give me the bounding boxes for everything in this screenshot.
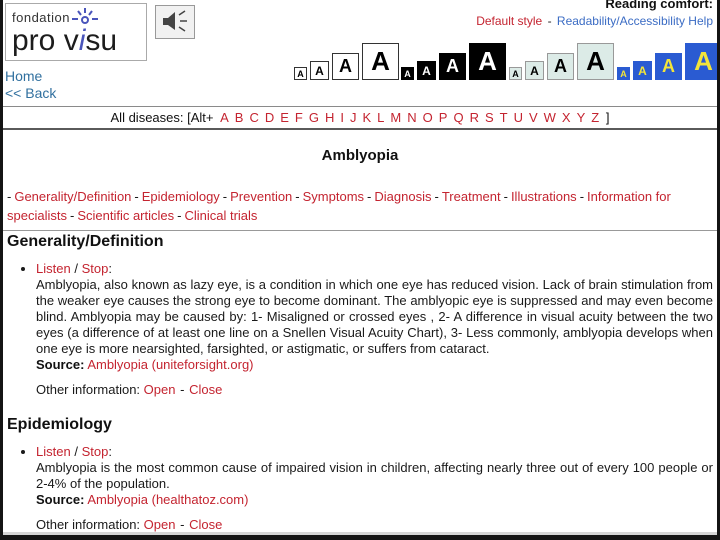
font-size-option-large[interactable]: A [439,53,466,80]
section-generality [3,233,717,398]
accessibility-help-link[interactable]: Readability/Accessibility Help [556,14,713,28]
alphabet-letter-link[interactable]: U [513,110,523,125]
alphabet-letter-link[interactable]: G [308,110,319,125]
close-link[interactable]: Close [189,382,223,397]
font-size-group-soft-contrast [509,36,614,80]
font-size-option-large[interactable]: A [332,53,359,80]
speaker-icon [161,9,189,36]
alphabet-letter-link[interactable]: S [484,110,494,125]
alphabet-letter-link[interactable]: L [377,110,385,125]
section-nav-link[interactable]: Symptoms [302,189,365,204]
section-nav-link[interactable]: Diagnosis [374,189,432,204]
back-link[interactable]: << Back [5,85,57,101]
stop-link[interactable]: Stop [81,444,109,459]
nav-separator: - [579,189,585,204]
font-size-option-large[interactable]: A [655,53,682,80]
nav-separator: - [177,208,182,223]
reading-comfort-block [476,0,713,28]
nav-separator: - [503,189,508,204]
alphabet-letter-link[interactable]: P [438,110,448,125]
section-nav-link[interactable]: Scientific articles [77,208,175,223]
open-link[interactable]: Open [143,517,176,532]
alphabet-letter-link[interactable]: A [220,110,229,125]
alphabet-letter-link[interactable]: B [234,110,244,125]
nav-separator: - [367,189,372,204]
alphabet-letter-link[interactable]: F [294,110,303,125]
font-size-option-xlarge[interactable]: A [362,43,399,80]
font-size-option-medium[interactable]: A [417,61,436,80]
alphabet-letter-link[interactable]: O [422,110,433,125]
alphabet-letter-link[interactable]: K [362,110,372,125]
link-separator: - [547,14,552,28]
alphabet-letter-link[interactable]: V [528,110,538,125]
section-nav-link[interactable]: Generality/Definition [14,189,132,204]
source-label: Source: [36,492,85,507]
page-header [3,0,717,102]
alphabet-letter-link[interactable]: Q [453,110,464,125]
section-nav-link[interactable]: Prevention [230,189,293,204]
other-info-label: Other information: [36,517,141,532]
font-size-option-xlarge[interactable]: A [577,43,614,80]
font-size-option-small[interactable]: A [617,67,630,80]
alphabet-letter-link[interactable]: H [324,110,335,125]
font-size-option-small[interactable]: A [401,67,414,80]
font-size-option-medium[interactable]: A [525,61,544,80]
default-style-link[interactable]: Default style [476,14,543,28]
section-nav-link[interactable]: Epidemiology [141,189,220,204]
logo-fondation-text: fondation [12,10,70,25]
nav-separator: - [7,189,12,204]
section-nav-link[interactable]: Illustrations [510,189,577,204]
alphabet-letter-link[interactable]: D [264,110,275,125]
speaker-button[interactable] [155,5,195,39]
section-nav [7,187,713,225]
font-size-option-medium[interactable]: A [633,61,652,80]
alphabet-letter-link[interactable]: Z [591,110,600,125]
alphabet-letter-link[interactable]: X [561,110,571,125]
stop-link[interactable]: Stop [81,261,109,276]
page-title: Amblyopia [321,147,399,164]
all-diseases-suffix: ] [605,110,610,125]
section-body: Amblyopia, also known as lazy eye, is a condition in which one eye has reduced vision. Lack of brain stimulation from the weaker eye causes the strong eye to become dominant. The amblyopic eye is suppressed and may even become blind. Amblyopia may be caused by: 1- Misaligned or crossed eyes , 2- A difference in visual acuity between the two eyes (a difference of at least one line on a Snellen Visual Acuity Chart), 3- Less commonly, amblyopia develops when one eye is more nearsighted, farsighted, or astigmatic, or suffers from cataract. [36,277,713,356]
section-content: • Listen / Stop: Amblyopia, also known as lazy eye, is a condition in which one eye has reduced vision. Lack of brain stimulation from the weaker eye causes the strong eye to become dominant. The amblyopic eye is suppressed and may even become blind. Amblyopia may be caused by: 1- Misaligned or crossed eyes , 2- A difference in visual acuity between the two eyes (a difference of at least one line on a Snellen Visual Acuity Chart), 3- Less commonly, amblyopia develops when one eye is more nearsighted, farsighted, or astigmatic, or suffers from cataract. Source: Amblyopia (uniteforsight.org) Other information: Open - Close [36,261,713,398]
font-size-group-inverted [401,36,506,80]
alphabet-letter-link[interactable]: E [280,110,289,125]
section-nav-link[interactable]: Clinical trials [184,208,258,223]
source-label: Source: [36,357,85,372]
section-content: • Listen / Stop: Amblyopia is the most common cause of impaired vision in children, affecting nearly three out of every 100 people or 2-4% of the population. Source: Amblyopia (healthatoz.com) Other information: Open - Close [36,444,713,533]
font-size-option-small[interactable]: A [509,67,522,80]
font-size-option-large[interactable]: A [547,53,574,80]
alphabet-letter-link[interactable]: C [249,110,259,125]
section-heading: Epidemiology [7,416,112,433]
alphabet-letter-link[interactable]: Y [576,110,586,125]
alphabet-letter-link[interactable]: I [340,110,344,125]
bottom-strip [3,532,717,535]
listen-link[interactable]: Listen [36,444,71,459]
section-epidemiology [3,416,717,533]
alphabet-letter-link[interactable]: T [499,110,508,125]
font-size-option-xlarge[interactable]: A [469,43,506,80]
section-body: Amblyopia is the most common cause of impaired vision in children, affecting nearly three out of every 100 people or 2-4% of the population. [36,460,713,491]
logo-brand-text: pro visu [12,24,118,57]
source-link[interactable]: Amblyopia (healthatoz.com) [87,492,249,507]
section-nav-link[interactable]: Information for specialists [7,189,671,223]
nav-separator: - [222,189,228,204]
alphabet-letter-link[interactable]: R [469,110,479,125]
font-size-group-high-contrast [617,36,720,80]
divider [3,230,717,231]
section-heading: Generality/Definition [7,233,164,250]
listen-link[interactable]: Listen [36,261,71,276]
home-link[interactable]: Home [5,68,43,84]
font-size-group-default [294,36,399,80]
nav-separator: - [295,189,300,204]
provisu-logo[interactable] [5,3,147,61]
font-size-option-small[interactable]: A [294,67,307,80]
alphabet-letter-link[interactable]: J [350,110,357,125]
all-diseases-prefix: All diseases: [Alt+ [110,110,214,125]
alphabet-letter-link[interactable]: M [390,110,402,125]
font-size-option-xlarge[interactable]: A [685,43,720,80]
reading-comfort-label: Reading comfort: [605,0,713,11]
all-diseases-bar [3,106,717,130]
source-link[interactable]: Amblyopia (uniteforsight.org) [87,357,254,372]
alphabet-letter-link[interactable]: W [543,110,556,125]
nav-separator: - [434,189,439,204]
other-info-label: Other information: [36,382,141,397]
font-size-option-medium[interactable]: A [310,61,329,80]
nav-separator: - [69,208,75,223]
close-link[interactable]: Close [189,517,223,532]
logo-brand-i: i [78,24,86,57]
nav-separator: - [134,189,139,204]
section-nav-link[interactable]: Treatment [441,189,501,204]
open-link[interactable]: Open [143,382,176,397]
alphabet-letter-link[interactable]: N [407,110,417,125]
